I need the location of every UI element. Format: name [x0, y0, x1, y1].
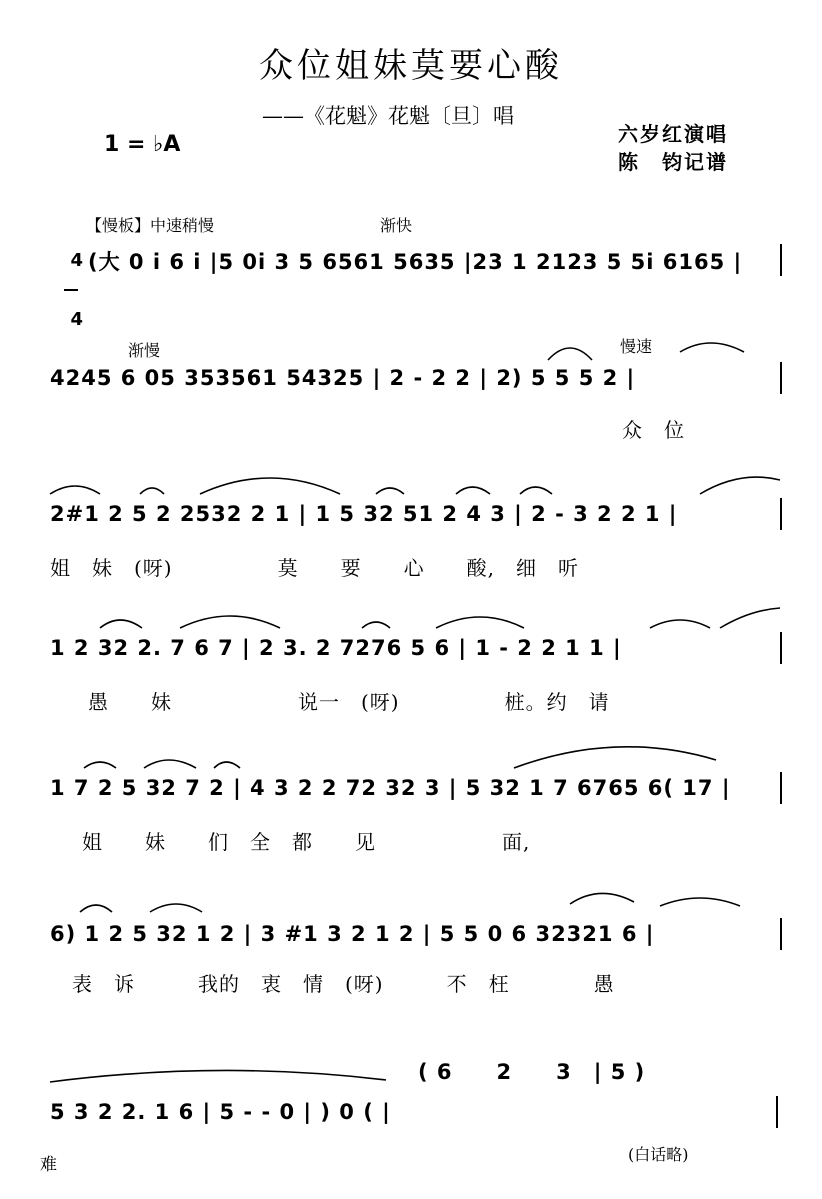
slur: [100, 620, 142, 628]
slur: [700, 477, 780, 494]
slur: [80, 905, 112, 912]
bar-line: [780, 772, 782, 804]
slur: [180, 616, 280, 628]
lyrics-line: 姐 妹 们 全 都 见 面,: [82, 830, 531, 854]
lyrics-line: 姐 妹 (呀) 莫 要 心 酸, 细 听: [50, 556, 579, 580]
meter-top: 4: [70, 250, 84, 271]
slur: [200, 478, 340, 494]
tempo-marking: 渐快: [380, 216, 413, 235]
slur: [140, 488, 164, 494]
notation-line: 6) 1 2 5 32 1 2 | 3 #1 3 2 1 2 | 5 5 0 6 32321 6 |: [50, 922, 655, 946]
slur: [362, 622, 390, 628]
page-title: 众位姐妹莫要心酸: [259, 46, 563, 86]
bar-line: [780, 498, 782, 530]
bar-line: [780, 632, 782, 664]
lyrics-line: 表 诉 我的 衷 情 (呀) 不 枉 愚: [72, 972, 615, 996]
slur: [144, 760, 196, 768]
slur: [50, 1070, 386, 1082]
bar-line: [780, 918, 782, 950]
tempo-marking: 慢速: [620, 337, 653, 356]
bar-line: [780, 362, 782, 394]
notation-line: 4245 6 05 353561 54325 | 2 - 2 2 | 2) 5 5 5 2 |: [50, 366, 636, 390]
notation-line: 1 2 32 2. 7 6 7 | 2 3. 2 7276 5 6 | 1 - 2 2 1 1 |: [50, 636, 622, 660]
slur: [650, 620, 710, 628]
tempo-marking: 渐慢: [128, 341, 161, 360]
slur: [680, 343, 744, 352]
slur: [570, 893, 634, 904]
slur: [376, 488, 404, 494]
bar-line: [776, 1096, 778, 1128]
lyrics-line: 愚 妹 说一 (呀) 桩。约 请: [88, 690, 610, 714]
subtitle: ——《花魁》花魁〔旦〕唱: [262, 104, 514, 128]
slur: [84, 762, 116, 768]
slur: [520, 487, 552, 494]
slur: [720, 608, 780, 628]
slur: [514, 747, 716, 768]
slur: [436, 617, 524, 628]
slur: [50, 486, 100, 494]
accompaniment-line: ( 6 2 3 | 5 ): [418, 1060, 646, 1084]
meter-bottom: 4: [70, 309, 84, 330]
slur: [660, 898, 740, 906]
notation-line: 2#1 2 5 2 2532 2 1 | 1 5 32 51 2 4 3 | 2 - 3 2 2 1 |: [50, 502, 678, 526]
notation-line: (大 0 i 6 i |5 0i 3 5 6561 5635 |23 1 2123 5 5i 6165 |: [88, 250, 743, 274]
time-signature: [58, 232, 83, 329]
key-signature: 1 = ♭A: [104, 132, 181, 157]
lyrics-line: 难: [40, 1155, 58, 1175]
bar-line: [780, 244, 782, 276]
tempo-marking: 【慢板】中速稍慢: [86, 216, 215, 235]
slur: [548, 348, 592, 360]
notation-line: 1 7 2 5 32 7 2 | 4 3 2 2 72 32 3 | 5 32 1 7 6765 6( 17 |: [50, 776, 731, 800]
notation-line: 5 3 2 2. 1 6 | 5 - - 0 | ) 0 ( |: [50, 1100, 391, 1124]
spoken-remark: (白话略): [628, 1145, 689, 1164]
slur: [150, 904, 202, 912]
notation-credit: 陈 钧记谱: [618, 150, 728, 174]
meter-line: [64, 289, 78, 291]
slur: [456, 487, 490, 494]
lyrics-line: 众 位: [622, 418, 685, 442]
singer-credit: 六岁红演唱: [618, 122, 728, 146]
slur: [214, 762, 240, 768]
